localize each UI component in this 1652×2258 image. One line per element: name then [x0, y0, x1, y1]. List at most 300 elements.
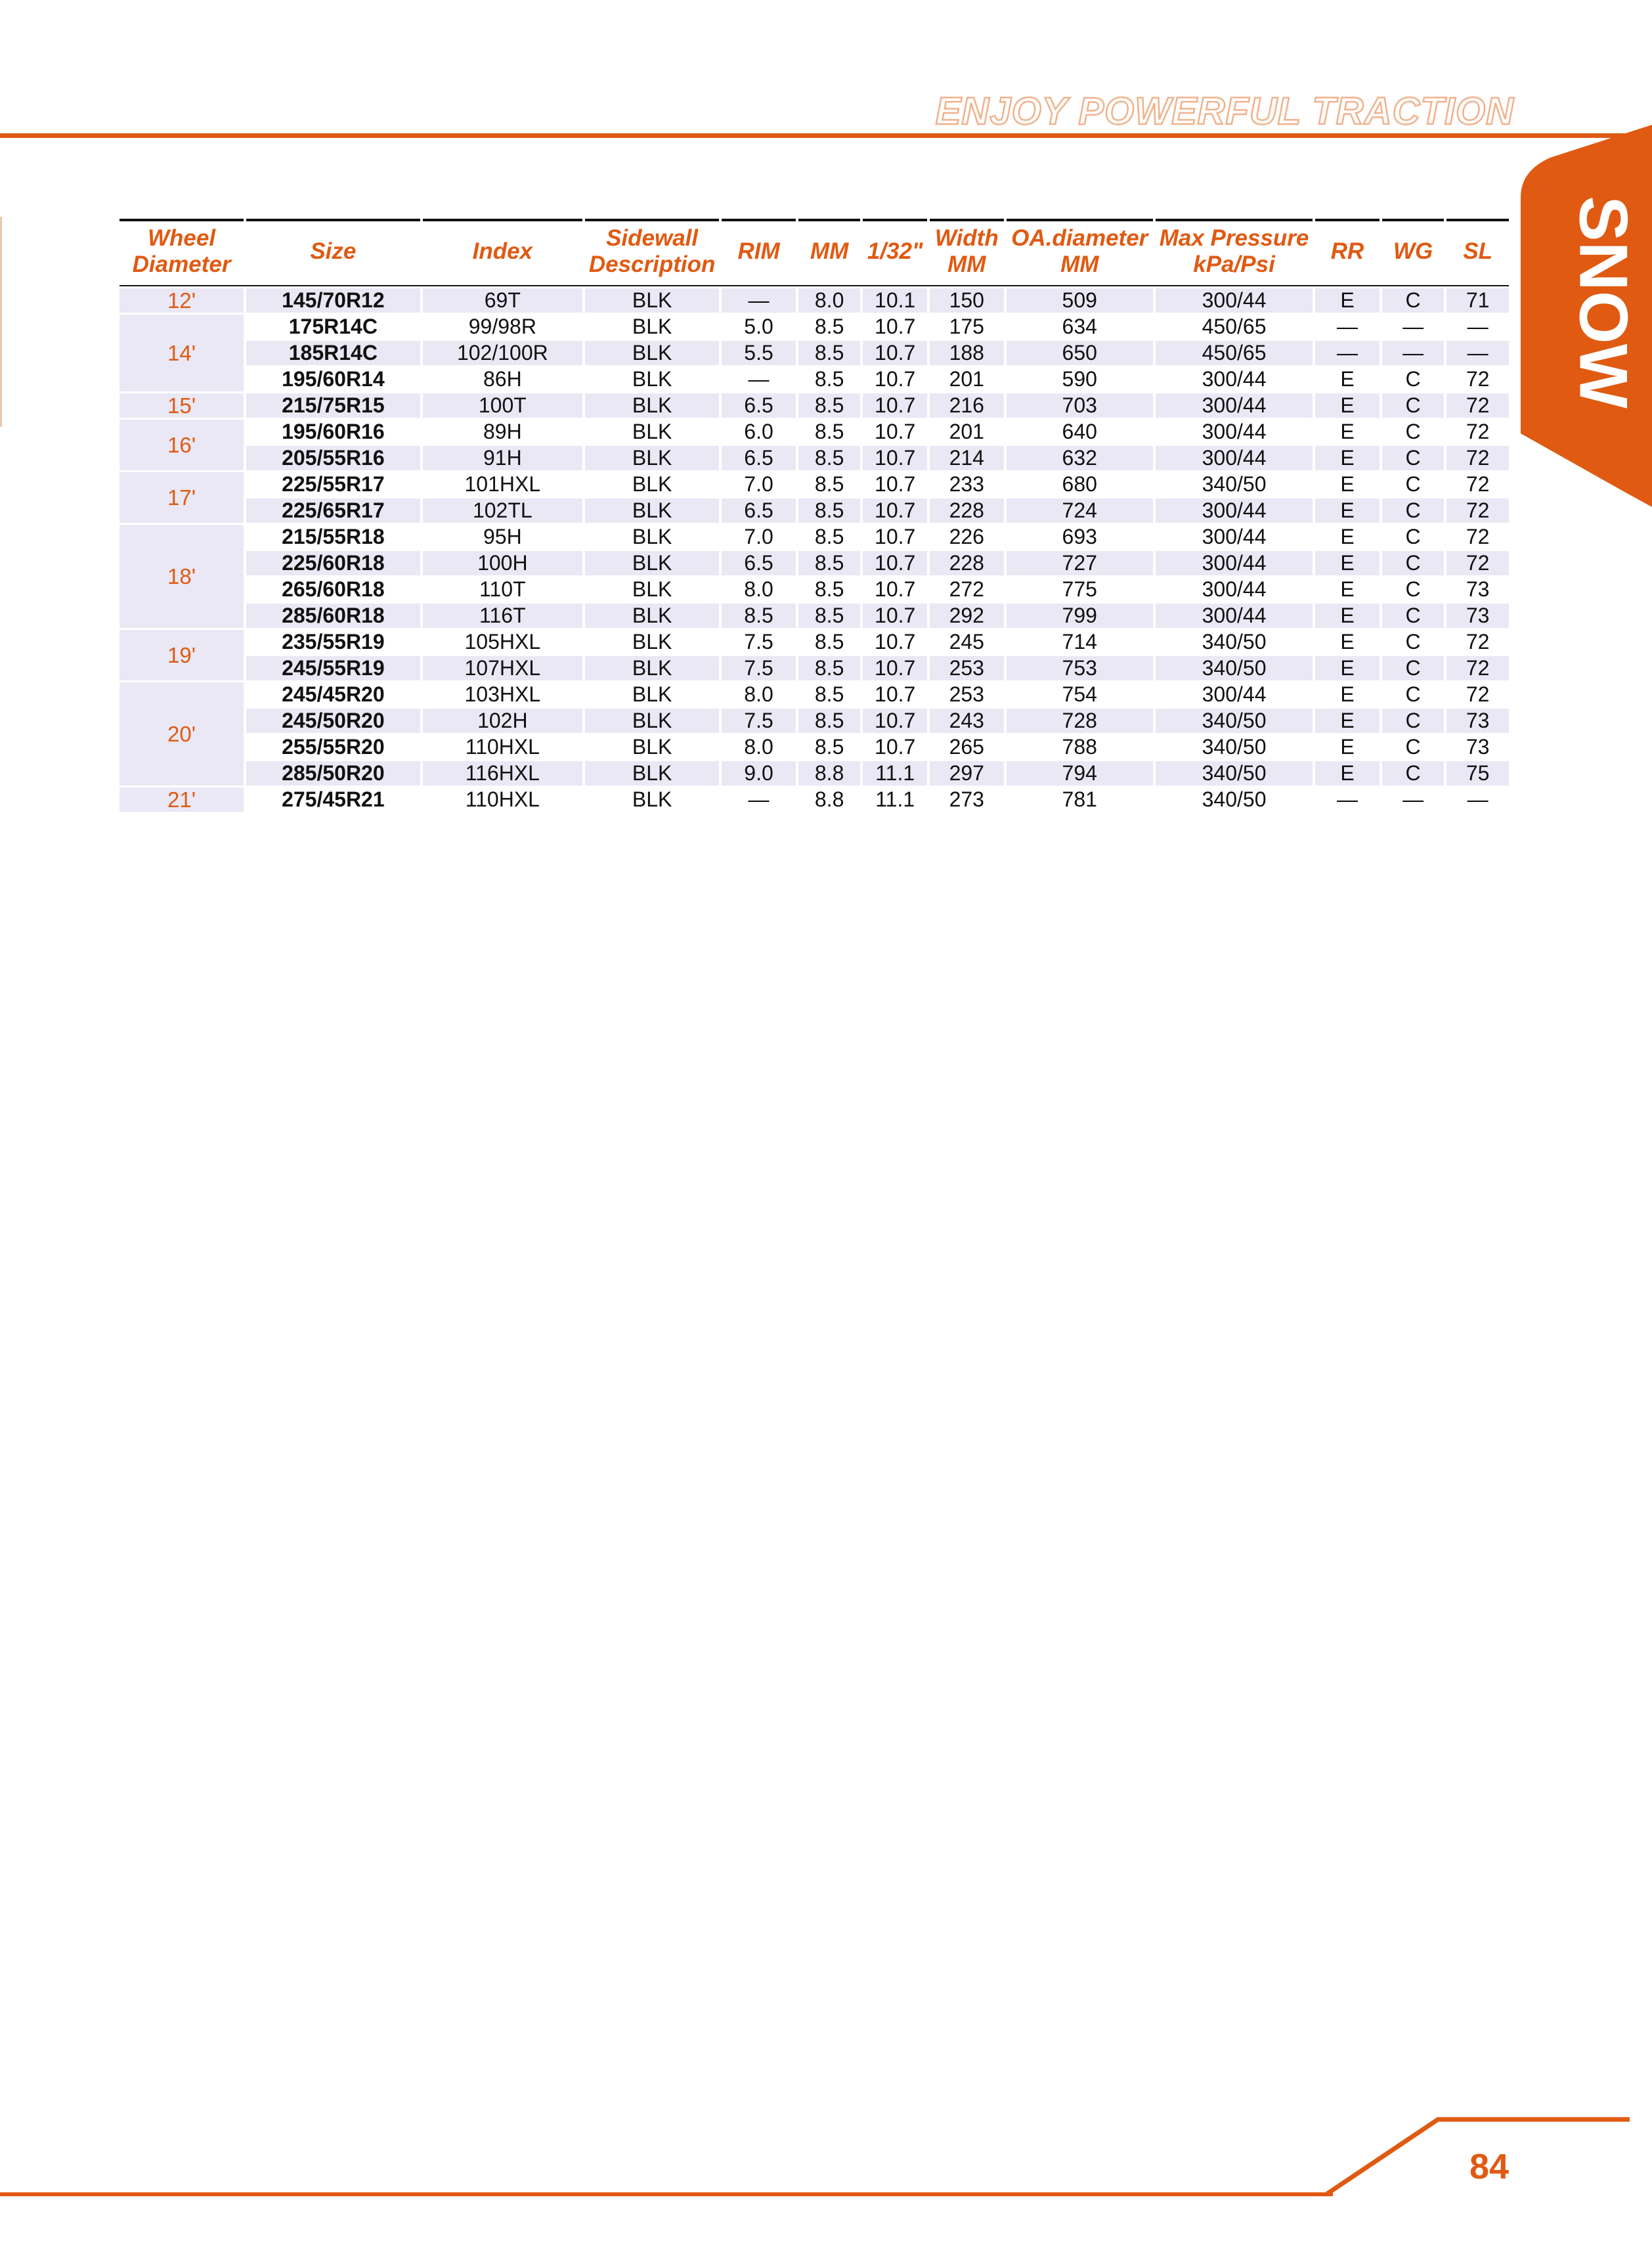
table-cell: 300/44 — [1156, 604, 1313, 628]
size-cell: 225/65R17 — [246, 498, 420, 523]
table-cell: 8.5 — [722, 604, 796, 628]
table-row — [120, 288, 1509, 313]
table-cell: 788 — [1062, 735, 1097, 759]
size-cell: 245/50R20 — [246, 709, 420, 733]
table-cell: — — [1467, 787, 1489, 811]
table-cell: 292 — [930, 604, 1004, 628]
table-cell: E — [1340, 682, 1355, 706]
column-header-line: 1/32" — [867, 238, 923, 264]
table-cell: 340/50 — [1202, 735, 1267, 759]
column-header — [1446, 219, 1509, 283]
table-cell: 634 — [1062, 315, 1097, 338]
wheel-diameter-cell: 15' — [120, 393, 244, 418]
table-cell: C — [1382, 446, 1445, 470]
table-cell: 10.7 — [863, 446, 927, 470]
table-cell: 72 — [1446, 446, 1509, 470]
table-cell: 8.5 — [798, 551, 861, 575]
table-cell: BLK — [632, 525, 672, 548]
table-cell: BLK — [585, 288, 719, 313]
table-cell: 728 — [1007, 709, 1153, 733]
table-cell: 110T — [479, 577, 526, 601]
left-edge-mark — [0, 217, 2, 427]
size-cell: 195/60R14 — [282, 367, 385, 391]
table-cell: C — [1382, 656, 1445, 680]
column-header-line: MM — [1060, 252, 1099, 277]
table-cell: BLK — [585, 341, 719, 365]
column-header — [722, 219, 796, 283]
column-header-line: RR — [1330, 238, 1364, 264]
table-cell: 175 — [949, 315, 984, 338]
column-header — [1007, 219, 1153, 283]
side-tab-label: SNOW — [1565, 196, 1641, 409]
table-cell: 8.8 — [798, 761, 861, 786]
table-cell: 75 — [1446, 761, 1509, 786]
size-cell: 255/55R20 — [282, 735, 385, 759]
table-cell: — — [1337, 315, 1359, 338]
header-underline — [120, 285, 1509, 286]
table-cell: 10.7 — [875, 630, 916, 653]
table-cell: 6.5 — [722, 393, 796, 418]
column-header-line: OA.diameter — [1011, 225, 1148, 251]
column-header-line: Index — [472, 238, 533, 264]
table-cell: 509 — [1007, 288, 1153, 313]
table-cell: — — [1315, 341, 1380, 365]
table-cell: 73 — [1446, 604, 1509, 628]
table-cell: BLK — [632, 420, 672, 443]
table-cell: — — [1446, 341, 1509, 365]
table-row — [120, 577, 1509, 602]
table-cell: 650 — [1007, 341, 1153, 365]
table-cell: BLK — [632, 787, 672, 811]
size-cell: 185R14C — [246, 341, 420, 365]
table-cell: E — [1340, 420, 1355, 443]
column-header — [1156, 219, 1313, 283]
table-cell: 10.7 — [875, 472, 916, 496]
table-cell: 201 — [949, 420, 984, 443]
table-cell: 72 — [1446, 551, 1509, 575]
table-cell: BLK — [632, 472, 672, 496]
wheel-diameter-cell: 17' — [120, 472, 244, 523]
table-cell: 116T — [423, 604, 582, 628]
wheel-diameter-cell: 16' — [120, 420, 244, 470]
table-cell: 8.5 — [814, 577, 844, 601]
column-header-line: Max Pressure — [1159, 225, 1309, 251]
column-header — [585, 219, 719, 283]
column-header-line: Sidewall — [606, 225, 699, 251]
table-cell: 450/65 — [1156, 341, 1313, 365]
table-cell: 8.5 — [798, 341, 861, 365]
table-cell: C — [1405, 577, 1421, 601]
table-cell: C — [1405, 525, 1421, 548]
side-tab — [1521, 125, 1652, 512]
table-cell: 72 — [1466, 472, 1490, 496]
table-cell: C — [1382, 709, 1445, 733]
table-cell: 297 — [930, 761, 1004, 786]
table-cell: 8.5 — [798, 498, 861, 523]
table-cell: C — [1382, 604, 1445, 628]
table-cell: 450/65 — [1202, 315, 1267, 338]
size-cell: 235/55R19 — [282, 630, 385, 653]
column-header-line: SL — [1463, 238, 1493, 264]
table-cell: 340/50 — [1156, 709, 1313, 733]
table-cell: E — [1315, 446, 1380, 470]
table-cell: 6.5 — [722, 551, 796, 575]
table-cell: 272 — [949, 577, 984, 601]
table-cell: 8.5 — [798, 604, 861, 628]
table-cell: BLK — [585, 604, 719, 628]
table-cell: 300/44 — [1156, 498, 1313, 523]
wheel-diameter-cell: 12' — [120, 288, 244, 313]
table-cell: 340/50 — [1202, 787, 1267, 811]
table-cell: 10.7 — [875, 735, 916, 759]
table-cell: 73 — [1466, 735, 1490, 759]
table-cell: 7.5 — [744, 630, 773, 653]
table-cell: 724 — [1007, 498, 1153, 523]
table-row — [120, 498, 1509, 523]
column-header-line: Size — [310, 238, 357, 264]
column-header — [246, 219, 420, 283]
table-cell: BLK — [585, 498, 719, 523]
table-cell: 72 — [1466, 367, 1490, 391]
table-cell: 5.5 — [722, 341, 796, 365]
table-cell: BLK — [632, 577, 672, 601]
column-header-line: Description — [588, 252, 716, 277]
table-cell: — — [1402, 315, 1424, 338]
table-cell: 8.0 — [744, 735, 773, 759]
table-cell: 340/50 — [1202, 630, 1267, 653]
table-cell: 300/44 — [1202, 367, 1267, 391]
table-cell: 8.5 — [814, 315, 844, 338]
table-cell: 590 — [1062, 367, 1097, 391]
table-row — [120, 787, 1509, 812]
size-cell: 225/60R18 — [246, 551, 420, 575]
table-cell: 265 — [949, 735, 984, 759]
table-cell: C — [1405, 367, 1421, 391]
table-cell: 7.0 — [744, 525, 773, 548]
size-cell: 215/75R15 — [246, 393, 420, 418]
table-cell: 11.1 — [863, 761, 927, 786]
size-cell: 215/55R18 — [282, 525, 385, 548]
table-cell: BLK — [585, 761, 719, 786]
table-cell: BLK — [585, 446, 719, 470]
table-cell: BLK — [632, 315, 672, 338]
table-cell: C — [1382, 498, 1445, 523]
table-cell: 8.5 — [798, 656, 861, 680]
table-cell: C — [1405, 682, 1421, 706]
table-cell: 99/98R — [468, 315, 536, 338]
table-cell: 216 — [930, 393, 1004, 418]
table-cell: BLK — [632, 682, 672, 706]
table-cell: 214 — [930, 446, 1004, 470]
table-cell: 95H — [483, 525, 522, 548]
table-cell: 150 — [930, 288, 1004, 313]
column-header-line: WG — [1393, 238, 1433, 264]
table-cell: E — [1340, 472, 1355, 496]
page-number: 84 — [1469, 2147, 1510, 2186]
table-cell: 6.5 — [722, 498, 796, 523]
table-cell: 693 — [1062, 525, 1097, 548]
table-cell: E — [1315, 761, 1380, 786]
table-cell: 253 — [930, 656, 1004, 680]
table-cell: 103HXL — [464, 682, 541, 706]
table-row — [120, 761, 1509, 786]
table-cell: 300/44 — [1156, 551, 1313, 575]
wheel-diameter-cell: 21' — [120, 787, 244, 812]
wheel-diameter-cell: 18' — [120, 525, 244, 628]
column-header — [863, 219, 927, 283]
table-cell: 105HXL — [464, 630, 541, 653]
column-header-line: RIM — [737, 238, 780, 264]
header-tagline: ENJOY POWERFUL TRACTION — [935, 90, 1514, 133]
table-cell: 703 — [1007, 393, 1153, 418]
table-cell: E — [1340, 367, 1355, 391]
table-cell: E — [1315, 551, 1380, 575]
column-header — [120, 219, 244, 283]
table-cell: E — [1315, 498, 1380, 523]
table-cell: 8.5 — [814, 525, 844, 548]
table-cell: 188 — [930, 341, 1004, 365]
table-cell: 753 — [1007, 656, 1153, 680]
footer-rule — [0, 2192, 1333, 2196]
table-cell: 243 — [930, 709, 1004, 733]
table-row — [120, 630, 1509, 654]
table-cell: 10.7 — [875, 420, 916, 443]
table-cell: 10.7 — [863, 341, 927, 365]
table-row — [120, 604, 1509, 628]
table-cell: C — [1382, 761, 1445, 786]
table-cell: 10.7 — [863, 393, 927, 418]
table-cell: 340/50 — [1156, 761, 1313, 786]
size-cell: 285/50R20 — [246, 761, 420, 786]
table-cell: 253 — [949, 682, 984, 706]
table-cell: 300/44 — [1156, 446, 1313, 470]
table-cell: 754 — [1062, 682, 1097, 706]
table-cell: 10.7 — [863, 604, 927, 628]
table-cell: 8.5 — [814, 472, 844, 496]
table-cell: 72 — [1466, 630, 1490, 653]
table-cell: 91H — [423, 446, 582, 470]
table-cell: 107HXL — [423, 656, 582, 680]
size-cell: 225/55R17 — [282, 472, 385, 496]
table-cell: 7.5 — [722, 656, 796, 680]
column-header-line: Width — [934, 225, 999, 251]
table-cell: 8.5 — [814, 630, 844, 653]
table-cell: 72 — [1446, 498, 1509, 523]
table-row — [120, 551, 1509, 575]
table-cell: 10.7 — [863, 709, 927, 733]
table-cell: — — [722, 288, 796, 313]
table-cell: 7.5 — [722, 709, 796, 733]
table-cell: 300/44 — [1156, 288, 1313, 313]
table-cell: BLK — [585, 393, 719, 418]
wheel-diameter-cell: 14' — [120, 315, 244, 391]
size-cell: 145/70R12 — [246, 288, 420, 313]
table-cell: 781 — [1062, 787, 1097, 811]
table-cell: E — [1340, 525, 1355, 548]
table-cell: 8.8 — [814, 787, 844, 811]
table-cell: — — [1337, 787, 1359, 811]
table-header-row — [120, 219, 1509, 283]
table-cell: 228 — [930, 498, 1004, 523]
table-cell: 72 — [1466, 525, 1490, 548]
size-cell: 175R14C — [288, 315, 378, 338]
table-cell: 233 — [949, 472, 984, 496]
table-cell: 73 — [1466, 577, 1490, 601]
size-cell: 265/60R18 — [282, 577, 385, 601]
table-cell: 6.0 — [744, 420, 773, 443]
table-cell: — — [1467, 315, 1489, 338]
table-cell: 72 — [1466, 420, 1490, 443]
table-cell: 69T — [423, 288, 582, 313]
table-cell: 102TL — [423, 498, 582, 523]
table-cell: 72 — [1446, 393, 1509, 418]
table-cell: 8.5 — [814, 367, 844, 391]
table-cell: 10.7 — [863, 551, 927, 575]
table-cell: E — [1340, 577, 1355, 601]
table-row — [120, 393, 1509, 418]
column-header-line: Diameter — [132, 252, 231, 277]
table-cell: 340/50 — [1202, 472, 1267, 496]
table-row — [120, 709, 1509, 733]
table-cell: E — [1315, 288, 1380, 313]
table-cell: 8.0 — [798, 288, 861, 313]
table-body — [120, 288, 1509, 812]
table-cell: 775 — [1062, 577, 1097, 601]
table-cell: 228 — [930, 551, 1004, 575]
table-cell: 6.5 — [722, 446, 796, 470]
table-cell: 300/44 — [1202, 525, 1267, 548]
table-cell: 714 — [1062, 630, 1097, 653]
table-cell: 100H — [423, 551, 582, 575]
table-cell: 72 — [1446, 656, 1509, 680]
table-cell: 73 — [1446, 709, 1509, 733]
table-cell: 101HXL — [464, 472, 541, 496]
table-row — [120, 525, 1509, 549]
table-cell: E — [1315, 393, 1380, 418]
table-cell: 116HXL — [423, 761, 582, 786]
column-header-line: kPa/Psi — [1193, 252, 1275, 277]
table-cell: 8.5 — [798, 446, 861, 470]
table-cell: C — [1382, 288, 1445, 313]
wheel-diameter-cell: 19' — [120, 630, 244, 680]
table-cell: 727 — [1007, 551, 1153, 575]
table-cell: 8.0 — [744, 577, 773, 601]
table-cell: E — [1315, 604, 1380, 628]
tire-spec-table — [117, 217, 1511, 814]
table-cell: C — [1405, 630, 1421, 653]
size-cell: 245/45R20 — [282, 682, 385, 706]
table-cell: 799 — [1007, 604, 1153, 628]
column-header-line: MM — [810, 238, 849, 264]
table-cell: 300/44 — [1202, 420, 1267, 443]
size-cell: 205/55R16 — [246, 446, 420, 470]
table-cell: 100T — [423, 393, 582, 418]
table-cell: 300/44 — [1156, 393, 1313, 418]
table-row — [120, 682, 1509, 707]
table-cell: 9.0 — [722, 761, 796, 786]
column-header — [798, 219, 861, 283]
table-cell: C — [1382, 551, 1445, 575]
table-cell: 72 — [1466, 682, 1490, 706]
table-cell: 10.7 — [875, 367, 916, 391]
table-row — [120, 735, 1509, 759]
table-cell: 201 — [949, 367, 984, 391]
table-cell: 11.1 — [875, 787, 915, 811]
size-cell: 275/45R21 — [282, 787, 385, 811]
table-cell: 5.0 — [744, 315, 773, 338]
size-cell: 195/60R16 — [282, 420, 385, 443]
table-row — [120, 367, 1509, 391]
column-header-line: MM — [947, 252, 986, 277]
table-cell: E — [1315, 709, 1380, 733]
table-cell: 794 — [1007, 761, 1153, 786]
column-header — [1315, 219, 1380, 283]
table-row — [120, 446, 1509, 470]
table-cell: 89H — [483, 420, 522, 443]
table-cell: 680 — [1062, 472, 1097, 496]
table-cell: 10.7 — [875, 525, 916, 548]
table-cell: 10.7 — [875, 682, 916, 706]
header-rule — [0, 133, 1635, 138]
table-cell: 8.5 — [814, 735, 844, 759]
table-cell: 102H — [423, 709, 582, 733]
table-cell: 110HXL — [465, 735, 540, 759]
table-cell: E — [1315, 656, 1380, 680]
table-cell: 640 — [1062, 420, 1097, 443]
table-row — [120, 472, 1509, 497]
table-cell: 10.7 — [863, 656, 927, 680]
table-cell: E — [1340, 735, 1355, 759]
table-cell: 632 — [1007, 446, 1153, 470]
size-cell: 285/60R18 — [246, 604, 420, 628]
table-cell: C — [1382, 393, 1445, 418]
table-cell: BLK — [632, 630, 672, 653]
table-cell: C — [1405, 472, 1421, 496]
table-cell: — — [748, 367, 770, 391]
table-cell: 8.5 — [814, 420, 844, 443]
table-cell: 10.1 — [863, 288, 927, 313]
table-cell: 86H — [483, 367, 522, 391]
table-cell: 226 — [949, 525, 984, 548]
table-cell: 300/44 — [1202, 577, 1267, 601]
table-row — [120, 420, 1509, 444]
table-cell: 273 — [949, 787, 984, 811]
table-cell: 245 — [949, 630, 984, 653]
table-row — [120, 315, 1509, 339]
table-cell: — — [748, 787, 770, 811]
table-cell: 10.7 — [875, 577, 916, 601]
column-header — [423, 219, 582, 283]
table-cell: E — [1340, 630, 1355, 653]
table-row — [120, 341, 1509, 365]
table-cell: 8.5 — [798, 709, 861, 733]
table-cell: 102/100R — [423, 341, 582, 365]
table-cell: 7.0 — [744, 472, 773, 496]
table-cell: 8.5 — [814, 682, 844, 706]
table-cell: 10.7 — [863, 498, 927, 523]
table-cell: 300/44 — [1202, 682, 1267, 706]
table-cell: C — [1405, 420, 1421, 443]
table-cell: 71 — [1446, 288, 1509, 313]
table-cell: 8.0 — [744, 682, 773, 706]
table-cell: BLK — [585, 709, 719, 733]
table-cell: 110HXL — [465, 787, 540, 811]
table-cell: 340/50 — [1156, 656, 1313, 680]
table-row — [120, 656, 1509, 680]
table-cell: BLK — [632, 367, 672, 391]
table-cell: 8.5 — [798, 393, 861, 418]
table-cell: BLK — [585, 656, 719, 680]
